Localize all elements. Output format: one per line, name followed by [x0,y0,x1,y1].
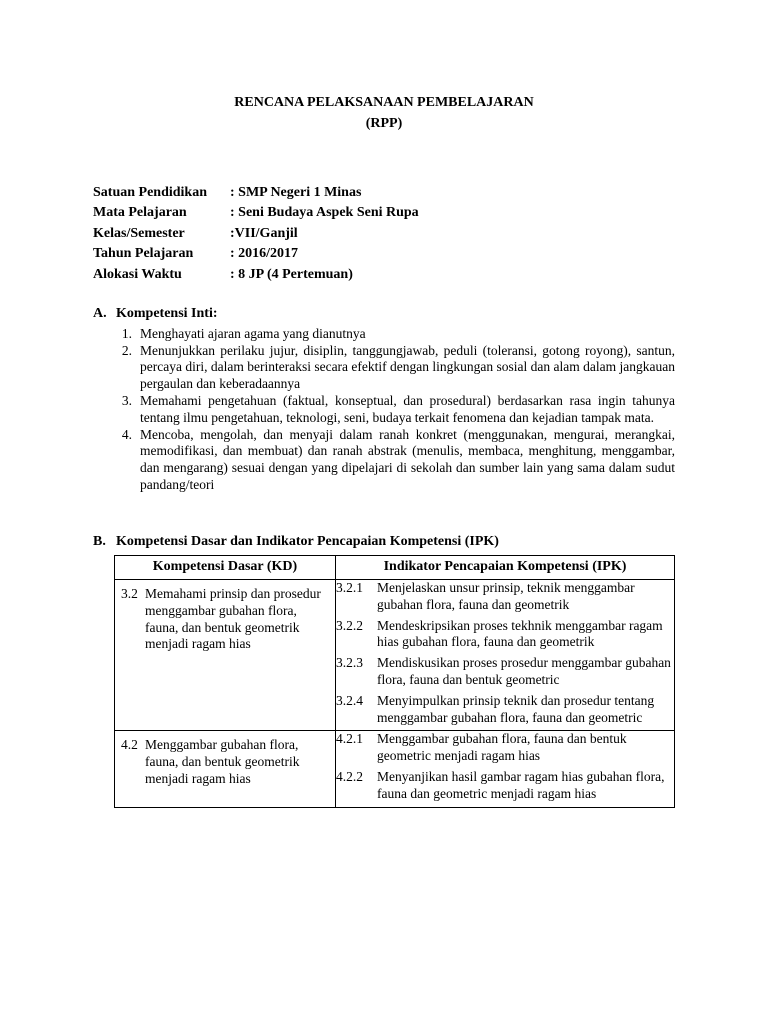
identity-label: Kelas/Semester [93,225,185,241]
section-letter: B. [93,534,106,549]
list-item [93,393,675,427]
ipk-code: 3.2.4 [336,692,363,708]
header-ipk: Indikator Pencapaian Kompetensi (IPK) [336,556,675,580]
list-item [93,427,675,494]
ipk-code: 3.2.1 [336,580,363,595]
kd-item [115,580,335,663]
ipk-code: 4.2.1 [336,731,363,747]
ipk-item [336,655,674,689]
ipk-code: 4.2.2 [336,768,363,784]
ipk-item [336,693,674,727]
table-header-row [115,556,675,580]
ipk-cell [336,580,675,731]
identity-label: Alokasi Waktu [93,266,182,282]
kd-code: 3.2 [121,586,138,601]
identity-label: Satuan Pendidikan [93,184,207,200]
section-heading-text: Kompetensi Dasar dan Indikator Pencapaian Kompetensi (IPK) [116,534,499,549]
section-heading [93,306,675,323]
list-number: 4. [121,426,132,442]
list-text: Menghayati ajaran agama yang dianutnya [140,325,366,341]
identity-label: Mata Pelajaran [93,205,187,221]
identity-row [93,245,419,266]
identity-block [93,183,419,286]
kd-text: Menggambar gubahan flora, fauna, dan bentuk geometrik menjadi ragam hias [145,737,300,786]
document-title [0,92,768,134]
identity-row [93,265,419,286]
section-letter: A. [93,306,107,321]
list-text: Memahami pengetahuan (faktual, konseptual, dan prosedural) berdasarkan rasa ingin tahunya tentang ilmu pengetahuan, teknologi, seni, budaya terkait fenomena dan kejadian tampak mata. [140,392,675,425]
identity-label: Tahun Pelajaran [93,246,194,262]
list-number: 1. [121,325,132,341]
ipk-item [336,769,674,803]
kd-cell [115,580,336,731]
table-row [115,580,675,731]
kd-cell [115,731,336,807]
kd-code: 4.2 [121,737,138,753]
ipk-text: Menyimpulkan prinsip teknik dan prosedur tentang menggambar gubahan flora, fauna dan geometric [377,692,655,725]
list-text: Mencoba, mengolah, dan menyaji dalam ranah konkret (menggunakan, mengurai, merangkai, memodifikasi, dan membuat) dan ranah abstrak (menulis, membaca, menghitung, menggambar, dan mengarang) sesuai dengan yang dipelajari di sekolah dan sumber lain yang sama dalam sudut pandang/teori [140,426,675,492]
ipk-text: Menyanjikan hasil gambar ragam hias gubahan flora, fauna dan geometric menjadi ragam hias [377,768,665,801]
title-line-1: RENCANA PELAKSANAAN PEMBELAJARAN [234,95,534,110]
identity-row [93,204,419,225]
ipk-text: Mendeskripsikan proses tekhnik menggambar ragam hias gubahan flora, fauna dan geometrik [377,617,663,650]
ipk-text: Menjelaskan unsur prinsip, teknik menggambar gubahan flora, fauna dan geometrik [377,580,635,612]
ipk-item [336,580,674,614]
kd-text: Memahami prinsip dan prosedur menggambar gubahan flora, fauna, dan bentuk geometrik menjadi ragam hias [145,586,321,652]
kompetensi-inti-list [93,326,675,494]
list-item [93,326,675,343]
ipk-code: 3.2.3 [336,655,363,671]
list-item [93,343,675,393]
identity-value: : SMP Negeri 1 Minas [230,184,362,200]
section-kompetensi-inti [93,306,675,494]
identity-value: : 2016/2017 [230,246,299,262]
ipk-item [336,618,674,652]
identity-value: : 8 JP (4 Pertemuan) [230,266,353,282]
ipk-text: Menggambar gubahan flora, fauna dan bentuk geometric menjadi ragam hias [377,731,627,764]
identity-row [93,224,419,245]
section-heading [93,534,675,551]
list-number: 3. [121,392,132,408]
ipk-cell [336,731,675,807]
table-row [115,731,675,807]
list-text: Menunjukkan perilaku jujur, disiplin, tanggungjawab, peduli (toleransi, gotong royong), santun, percaya diri, dalam berinteraksi secara efektif dengan lingkungan sosial dan alam dalam jangkauan pergaulan dan keberadaannya [140,342,675,392]
list-number: 2. [121,342,132,358]
ipk-code: 3.2.2 [336,617,363,633]
section-kompetensi-dasar [93,534,675,551]
identity-value: : Seni Budaya Aspek Seni Rupa [230,205,419,221]
ipk-item [336,731,674,765]
kd-item [115,731,335,797]
section-heading-text: Kompetensi Inti: [116,306,218,321]
header-kd: Kompetensi Dasar (KD) [115,556,336,580]
ipk-text: Mendiskusikan proses prosedur menggambar gubahan flora, fauna dan bentuk geometric [377,655,671,687]
kd-ipk-table [114,555,675,808]
identity-row [93,183,419,204]
title-line-2: (RPP) [365,116,403,131]
identity-value: :VII/Ganjil [230,225,298,241]
